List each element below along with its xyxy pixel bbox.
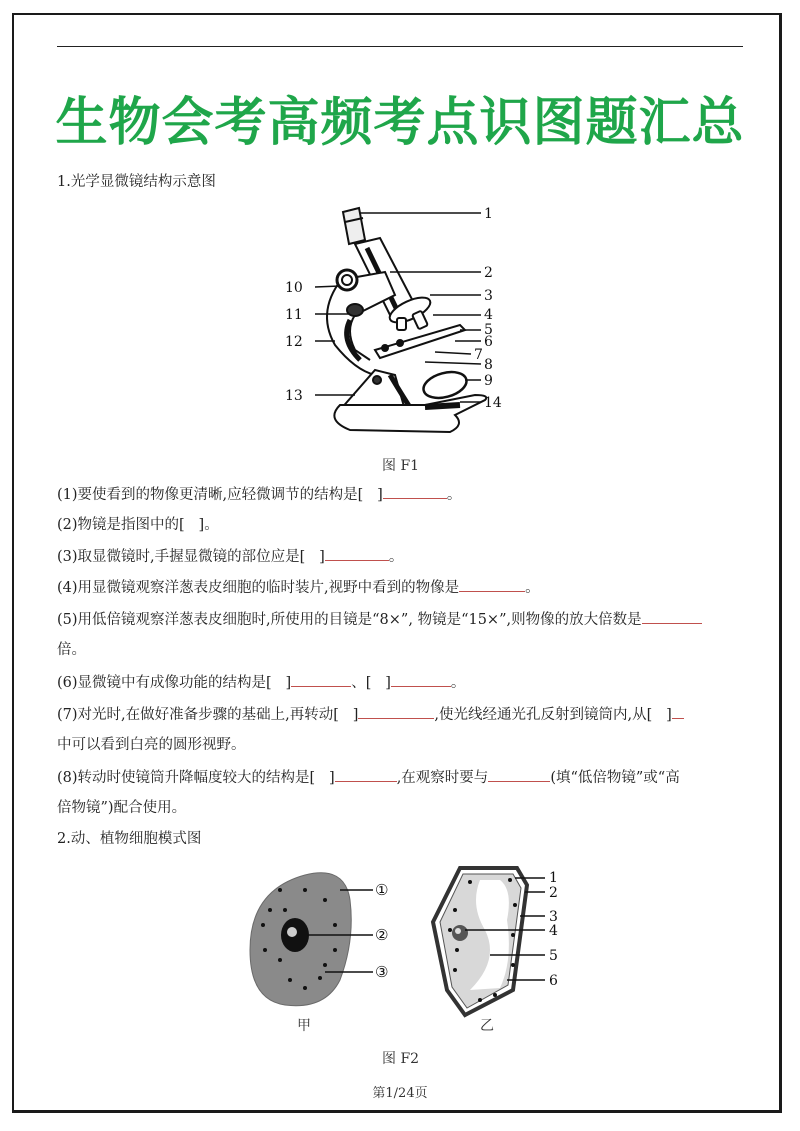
plant-label-2: 2 [549, 885, 558, 901]
q8-text: (8)转动时使镜筒升降幅度较大的结构是[ [57, 770, 316, 786]
q3-text: (3)取显微镜时,手握显微镜的部位应是[ [57, 549, 306, 565]
label-11: 11 [285, 307, 303, 323]
label-12: 12 [285, 334, 303, 350]
plant-label-4: 4 [549, 923, 558, 939]
animal-cell-name: 甲 [297, 1018, 311, 1034]
plant-label-3: 3 [549, 909, 558, 925]
q1-bracket-close: ] [377, 487, 383, 503]
label-9: 9 [484, 373, 493, 389]
header-rule [57, 46, 743, 47]
q6-separator: 、[ [351, 675, 372, 691]
q8-middle: ,在观察时要与 [396, 770, 489, 786]
question-5 [57, 609, 702, 630]
label-1: 1 [484, 206, 493, 222]
q7-text: (7)对光时,在做好准备步骤的基础上,再转动[ [57, 707, 339, 723]
q8-answer-blank-a[interactable] [335, 767, 397, 782]
document-title: 生物会考高频考点识图题汇总 [55, 93, 745, 153]
page-indicator: 第1/24页 [372, 1086, 428, 1101]
section-heading-microscope: 1.光学显微镜结构示意图 [57, 174, 216, 190]
animal-label-1: ① [375, 881, 389, 899]
label-13: 13 [285, 388, 303, 404]
q2-text: (2)物镜是指图中的[ [57, 517, 185, 533]
microscope-figure [285, 200, 520, 440]
question-8 [57, 767, 680, 788]
q1-end: 。 [446, 487, 462, 503]
section-heading-cells: 2.动、植物细胞模式图 [57, 831, 202, 847]
question-2 [57, 515, 219, 535]
question-8-continued: 倍物镜”)配合使用。 [57, 800, 187, 816]
question-4 [57, 577, 540, 598]
q6-bracket-close-b: ] [385, 675, 391, 691]
q8-bracket-close: ] [329, 770, 335, 786]
figure-caption-f2: 图 F2 [382, 1051, 420, 1067]
animal-label-3: ③ [375, 963, 389, 981]
q7-bracket-close-b: ] [666, 707, 672, 723]
cells-figure [245, 860, 575, 1040]
q2-end: ]。 [198, 517, 219, 533]
label-10: 10 [285, 280, 303, 296]
q7-answer-blank-b[interactable] [672, 704, 684, 719]
animal-label-2: ② [375, 926, 389, 944]
q8-answer-blank-b[interactable] [488, 767, 550, 782]
q8-hint: (填“低倍物镜”或“高 [550, 770, 680, 786]
q7-middle: ,使光线经通光孔反射到镜筒内,从[ [434, 707, 653, 723]
q7-bracket-close-a: ] [352, 707, 359, 723]
q6-bracket-close-a: ] [285, 675, 292, 691]
question-6 [57, 672, 465, 693]
q6-answer-blank-a[interactable] [291, 672, 351, 687]
label-14: 14 [484, 395, 502, 411]
q3-end: 。 [388, 549, 404, 565]
q6-answer-blank-b[interactable] [391, 672, 451, 687]
q1-answer-blank[interactable] [383, 484, 447, 499]
plant-cell-name: 乙 [480, 1018, 494, 1034]
label-3: 3 [484, 288, 493, 304]
label-4: 4 [484, 307, 493, 323]
label-8: 8 [484, 357, 493, 373]
figure-caption-f1: 图 F1 [382, 458, 420, 474]
q6-text: (6)显微镜中有成像功能的结构是[ [57, 675, 272, 691]
q5-text: (5)用低倍镜观察洋葱表皮细胞时,所使用的目镜是“8×”, 物镜是“15×”,则物像的放大倍数是 [57, 612, 642, 628]
plant-label-1: 1 [549, 870, 558, 886]
label-5: 5 [484, 322, 493, 338]
q4-end: 。 [525, 580, 540, 596]
q3-bracket-close: ] [319, 549, 325, 565]
q7-answer-blank-a[interactable] [358, 704, 434, 719]
q4-answer-blank[interactable] [459, 577, 525, 592]
q4-text: (4)用显微镜观察洋葱表皮细胞的临时装片,视野中看到的物像是 [57, 580, 460, 596]
q6-end: 。 [450, 675, 466, 691]
q3-answer-blank[interactable] [325, 546, 389, 561]
question-5-continued: 倍。 [57, 642, 86, 658]
label-2: 2 [484, 265, 493, 281]
plant-label-6: 6 [549, 973, 558, 989]
question-1 [57, 484, 461, 505]
question-3 [57, 546, 403, 567]
label-7: 7 [474, 347, 483, 363]
plant-label-5: 5 [549, 948, 558, 964]
label-6: 6 [484, 334, 493, 350]
q1-text: (1)要使看到的物像更清晰,应轻微调节的结构是[ [57, 487, 364, 503]
question-7-continued: 中可以看到白亮的圆形视野。 [57, 737, 246, 753]
q5-answer-blank[interactable] [642, 609, 702, 624]
question-7 [57, 704, 684, 725]
